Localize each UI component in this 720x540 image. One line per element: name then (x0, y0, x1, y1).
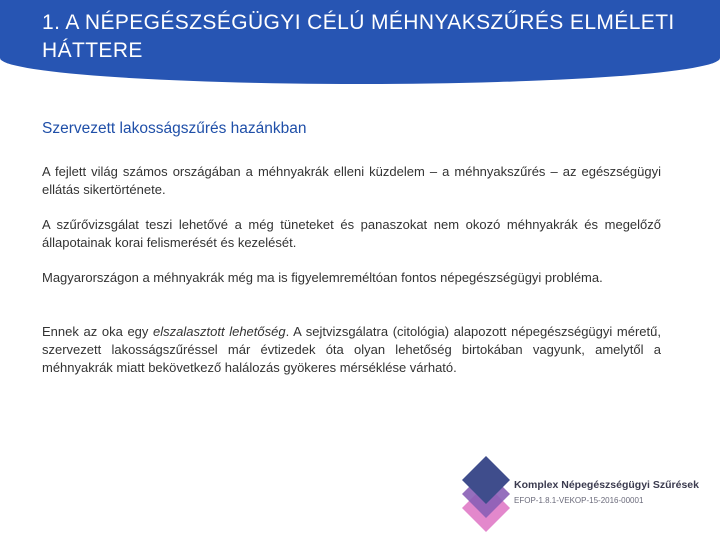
logo-name: Komplex Népegészségügyi Szűrések (514, 479, 699, 491)
program-logo (455, 450, 715, 540)
page-title: 1. A NÉPEGÉSZSÉGÜGYI CÉLÚ MÉHNYAKSZŰRÉS ELMÉLETI HÁTTERE (42, 11, 675, 62)
paragraph-1: A fejlett világ számos országában a méhnyakrák elleni küzdelem – a méhnyakszűrés – az egészségügyi ellátás sikertörténete. (42, 164, 661, 197)
logo-diamond-icon (455, 450, 517, 540)
paragraph-4-end: . A sejtvizsgálatra (citológia) alapozott népegészségügyi méretű, szervezett lakosságszűréssel már évtizedek óta olyan lehetőség birtokában vagyunk, amelytől a méhnyakrák miatt bekövetkező halálozás gyökeres mérséklése várható. (42, 324, 661, 375)
logo-project-code: EFOP-1.8.1-VEKOP-15-2016-00001 (514, 496, 644, 505)
paragraph-4 (42, 323, 661, 377)
title-banner (0, 0, 720, 84)
paragraph-3: Magyarországon a méhnyakrák még ma is figyelemreméltóan fontos népegészségügyi probléma. (42, 270, 603, 285)
paragraph-4-emphasis: elszalasztott lehetőség (153, 324, 286, 339)
section-subtitle: Szervezett lakosságszűrés hazánkban (42, 120, 307, 137)
paragraph-2: A szűrővizsgálat teszi lehetővé a még tüneteket és panaszokat nem okozó méhnyakrák és megelőző állapotainak korai felismerését és kezelését. (42, 217, 661, 250)
paragraph-4-start: Ennek az oka egy (42, 324, 154, 339)
